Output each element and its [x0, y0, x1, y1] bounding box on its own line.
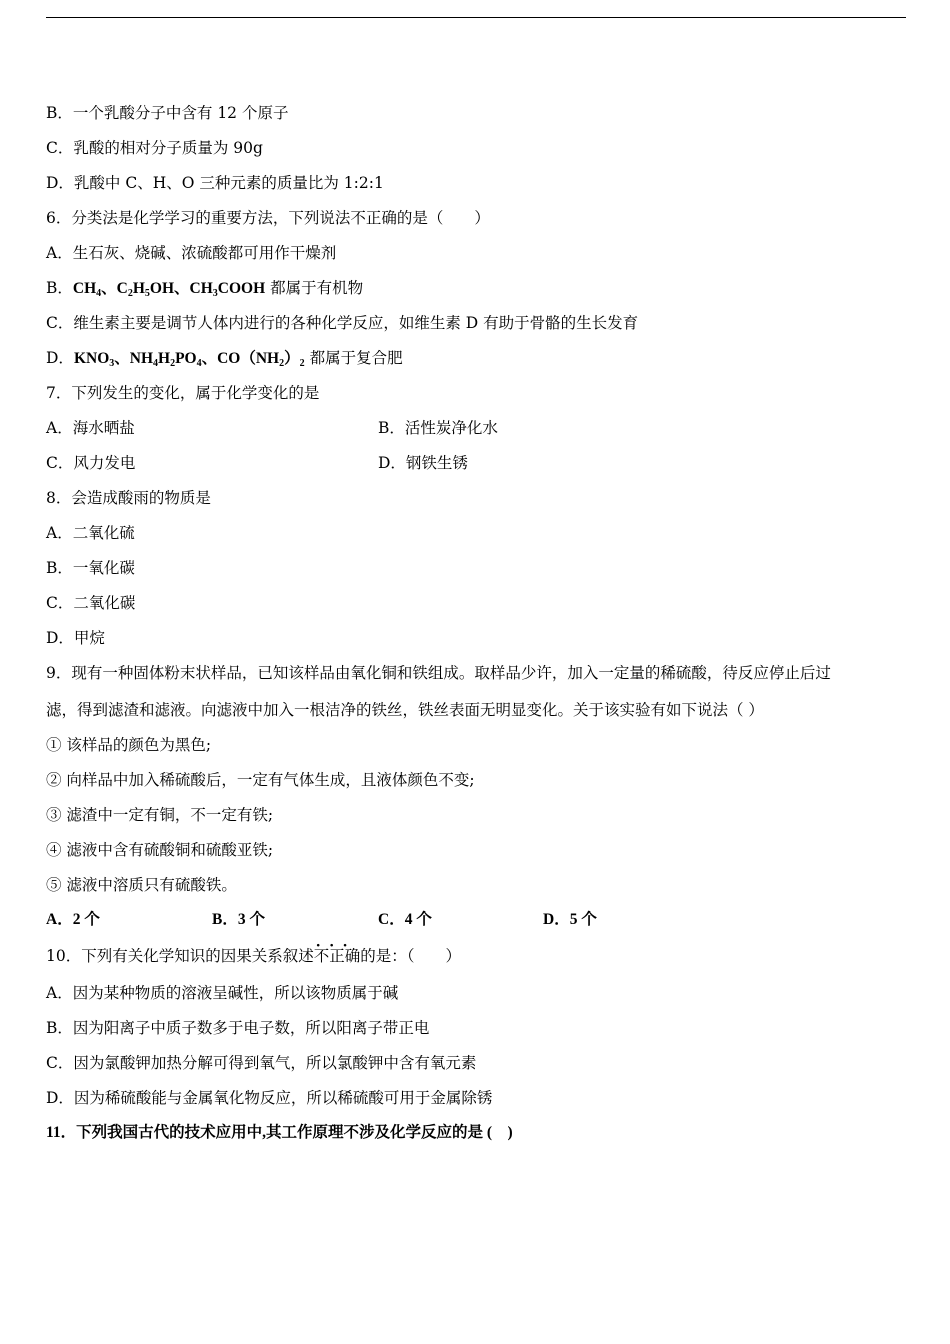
q6-stem: 6．分类法是化学学习的重要方法，下列说法不正确的是（ ）	[46, 209, 490, 227]
q8-option-c: C．二氧化碳	[46, 594, 136, 612]
q6-b-f1: CH	[72, 280, 97, 297]
q6-d-f5: 、CO（NH	[201, 350, 280, 367]
q10-stem-pre: 10．下列有关化学知识的因果关系叙述	[46, 947, 314, 965]
q6-option-b-tail: 都属于有机物	[265, 279, 364, 297]
q9-stem-line1: 9．现有一种固体粉末状样品，已知该样品由氧化铜和铁组成。取样品少许，加入一定量的稀硫酸，待反应停止后过	[46, 664, 831, 682]
q6-b-s1: 4	[96, 288, 102, 299]
header-rule	[46, 17, 906, 18]
q10-stem-emphasis: · · · 不正确	[314, 947, 361, 965]
q9-option-a: A．2 个	[46, 911, 100, 928]
q6-option-d-tail: 都属于复合肥	[304, 349, 403, 367]
q8-option-b: B．一氧化碳	[46, 559, 135, 577]
q5-option-b: B．一个乳酸分子中含有 12 个原子	[46, 104, 289, 122]
q8-option-d: D．甲烷	[46, 629, 105, 647]
q6-d-f2: 、NH	[114, 350, 154, 367]
q6-d-s4: 4	[196, 358, 202, 369]
q6-b-s4: 3	[212, 288, 218, 299]
q9-statement-1: ① 该样品的颜色为黑色;	[46, 736, 212, 754]
q6-option-a: A．生石灰、烧碱、浓硫酸都可用作干燥剂	[46, 244, 337, 262]
q11-stem: 11．下列我国古代的技术应用中,其工作原理不涉及化学反应的是 ( )	[46, 1124, 513, 1141]
q5-option-d: D．乳酸中 C、H、O 三种元素的质量比为 1:2:1	[46, 174, 384, 192]
q6-option-c: C．维生素主要是调节人体内进行的各种化学反应，如维生素 D 有助于骨骼的生长发育	[46, 314, 639, 332]
q6-b-s2: 2	[127, 288, 133, 299]
q6-d-s5: 2	[279, 358, 285, 369]
q6-d-s1: 3	[109, 358, 115, 369]
q6-b-f2: 、C	[101, 280, 128, 297]
q10-option-d: D．因为稀硫酸能与金属氧化物反应，所以稀硫酸可用于金属除锈	[46, 1089, 493, 1107]
q6-b-f4: OH、CH	[149, 280, 213, 297]
q6-option-d-label: D．	[46, 349, 74, 367]
q6-d-s3: 2	[170, 358, 176, 369]
q6-b-s3: 5	[144, 288, 150, 299]
q7-option-c: C．风力发电	[46, 454, 136, 472]
q9-option-d: D．5 个	[543, 911, 597, 928]
q6-option-d	[46, 347, 403, 370]
q6-formula-kno3	[74, 350, 305, 367]
q7-option-b: B．活性炭净化水	[378, 419, 498, 437]
q6-option-b-label: B．	[46, 279, 73, 297]
q10-option-a: A．因为某种物质的溶液呈碱性，所以该物质属于碱	[46, 984, 399, 1002]
q7-option-a: A．海水晒盐	[46, 419, 135, 437]
q6-d-s6: 2	[299, 358, 305, 369]
q6-d-f6: ）	[284, 350, 300, 367]
q10-option-b: B．因为阳离子中质子数多于电子数，所以阳离子带正电	[46, 1019, 430, 1037]
q10-stem-post: 的是：（ ）	[360, 947, 462, 965]
q9-statement-4: ④ 滤液中含有硫酸铜和硫酸亚铁;	[46, 841, 274, 859]
q9-statement-2: ② 向样品中加入稀硫酸后，一定有气体生成，且液体颜色不变;	[46, 771, 475, 789]
q10-option-c: C．因为氯酸钾加热分解可得到氧气，所以氯酸钾中含有氧元素	[46, 1054, 477, 1072]
q6-d-f3: H	[158, 350, 171, 367]
q6-d-s2: 4	[153, 358, 159, 369]
q6-d-f4: PO	[175, 350, 197, 367]
q9-option-b: B．3 个	[212, 911, 265, 928]
q6-formula-ch4	[73, 280, 265, 297]
q9-statement-3: ③ 滤渣中一定有铜，不一定有铁;	[46, 806, 274, 824]
q6-b-f5: COOH	[217, 280, 266, 297]
q8-option-a: A．二氧化硫	[46, 524, 135, 542]
q9-statement-5: ⑤ 滤液中溶质只有硫酸铁。	[46, 876, 237, 894]
q6-option-b	[46, 277, 363, 300]
q7-stem: 7．下列发生的变化，属于化学变化的是	[46, 384, 320, 402]
q10-stem	[46, 945, 461, 967]
q8-stem: 8．会造成酸雨的物质是	[46, 489, 211, 507]
q9-stem-line2: 滤，得到滤渣和滤液。向滤液中加入一根洁净的铁丝，铁丝表面无明显变化。关于该实验有如下说法（ ）	[46, 701, 764, 719]
q6-b-f3: H	[132, 280, 145, 297]
q5-option-c: C．乳酸的相对分子质量为 90g	[46, 139, 263, 157]
q6-d-f1: KNO	[73, 350, 110, 367]
q7-option-d: D．钢铁生锈	[378, 454, 468, 472]
q9-option-c: C．4 个	[378, 911, 432, 928]
